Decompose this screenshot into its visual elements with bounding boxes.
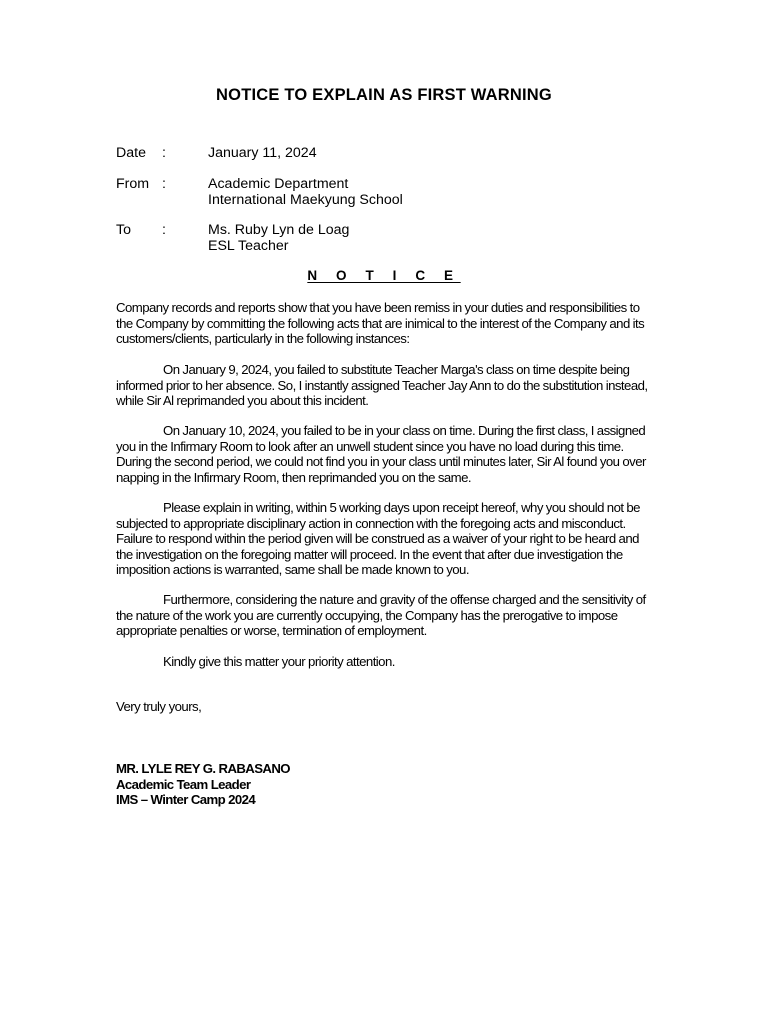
date-label: Date [116, 145, 146, 161]
date-colon: : [162, 145, 166, 161]
to-colon: : [162, 222, 166, 238]
from-value [208, 177, 403, 208]
to-line-2: ESL Teacher [208, 237, 289, 254]
to-value [208, 223, 349, 254]
notice-heading [0, 268, 768, 283]
from-line-1: Academic Department [208, 176, 349, 192]
paragraph-intro: Company records and reports show that you have been remiss in your duties and responsibilities to the Company by committing the following acts that are inimical to the interest of the Company and its customers/clients, particularly in the following instances: [116, 300, 645, 346]
signatory-position: Academic Team Leader [116, 776, 251, 792]
paragraph-explain: Please explain in writing, within 5 working days upon receipt hereof, why you should not be subjected to appropriate disciplinary action in connection with the foregoing acts and misconduct. Failure to respond within the period given will be construed as a waiver of your right to be heard and the investigation on the foregoing matter will proceed. In the event that after due investigation the imposition actions is warranted, same shall be made known to you. [116, 500, 640, 577]
from-line-2: International Maekyung School [208, 191, 403, 208]
paragraph-priority: Kindly give this matter your priority attention. [163, 654, 395, 669]
closing-salutation: Very truly yours, [116, 699, 202, 714]
paragraph-instance-1: On January 9, 2024, you failed to substitute Teacher Marga's class on time despite being informed prior to her absence. So, I instantly assigned Teacher Jay Ann to do the substitution instead, while Sir Al reprimanded you about this incident. [116, 362, 648, 408]
to-label: To [116, 222, 131, 238]
date-value: January 11, 2024 [208, 145, 317, 161]
signatory-organization: IMS – Winter Camp 2024 [116, 792, 256, 807]
notice-heading-text: N O T I C E [307, 268, 461, 283]
signatory-name: MR. LYLE REY G. RABASANO [116, 761, 290, 776]
to-line-1: Ms. Ruby Lyn de Loag [208, 222, 350, 238]
from-colon: : [162, 176, 166, 192]
from-label: From [116, 176, 150, 192]
signature-block [116, 761, 290, 808]
paragraph-instance-2: On January 10, 2024, you failed to be in your class on time. During the first class, I assigned you in the Infirmary Room to look after an unwell student since you have no load during this time. During the second period, we could not find you in your class until minutes later, Sir Al found you over napping in the Infirmary Room, then reprimanded you on the same. [116, 423, 646, 485]
paragraph-furthermore: Furthermore, considering the nature and gravity of the offense charged and the sensitivity of the nature of the work you are currently occupying, the Company has the prerogative to impose appropriate penalties or worse, termination of employment. [116, 592, 646, 638]
document-title: NOTICE TO EXPLAIN AS FIRST WARNING [216, 86, 552, 104]
